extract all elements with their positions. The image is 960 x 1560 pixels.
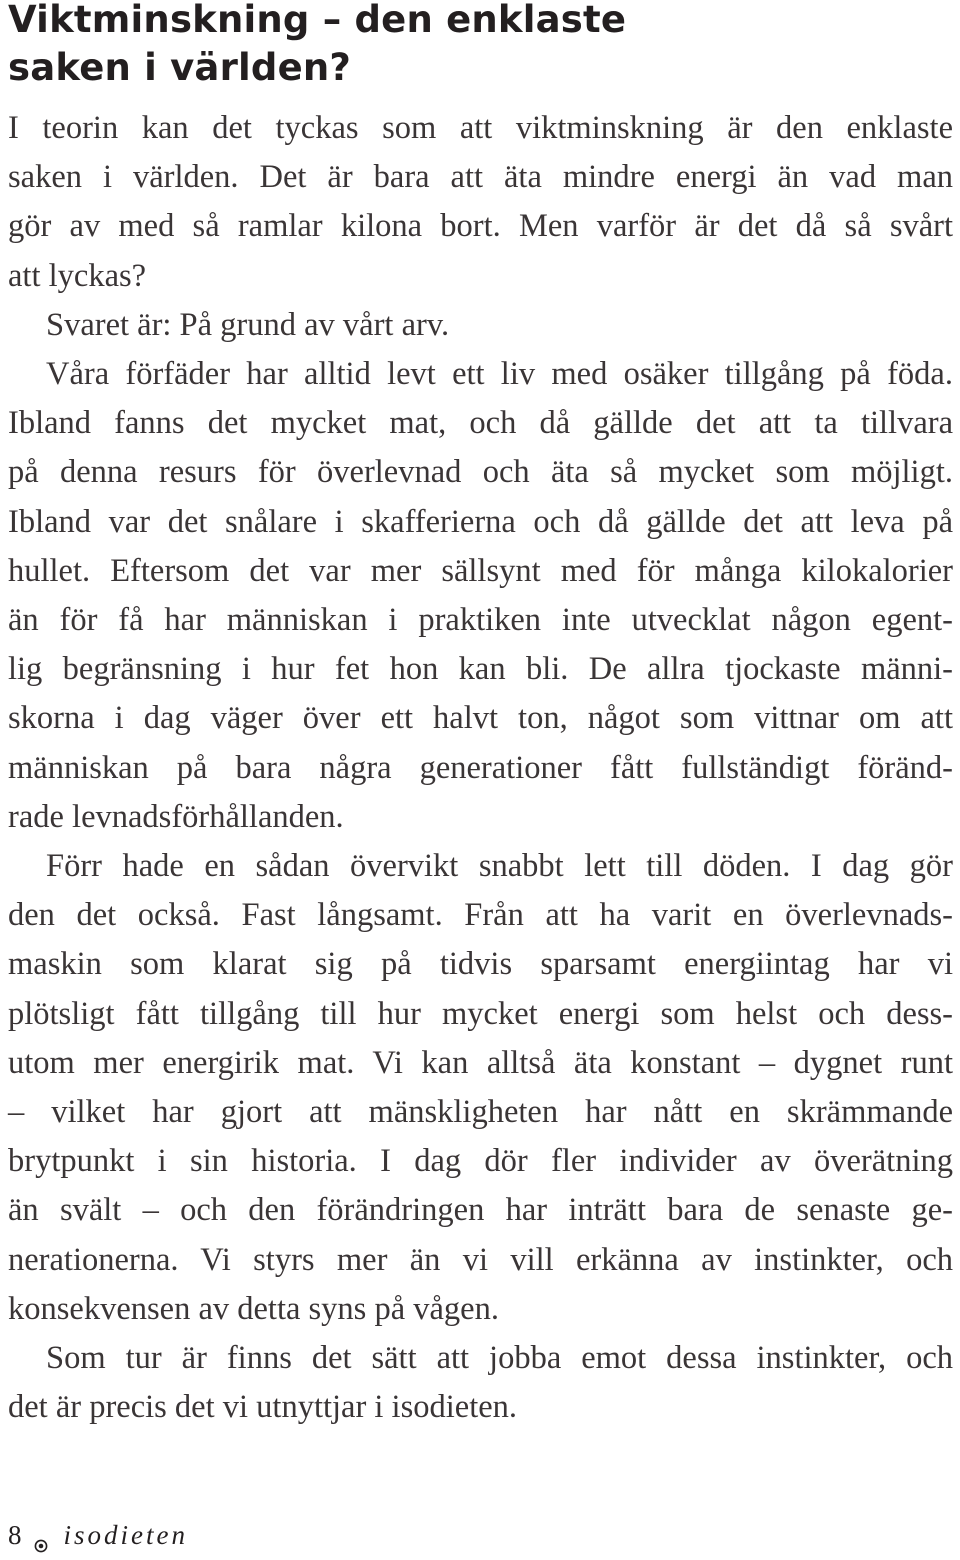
text-line: skorna i dag väger över ett halvt ton, något som vittnar om att (8, 700, 953, 737)
text-line: utom mer energirik mat. Vi kan alltså äta konstant – dygnet runt (8, 1044, 953, 1081)
page-number: 8 (8, 1519, 22, 1550)
text-line: Förr hade en sådan övervikt snabbt lett till döden. I dag gör (46, 848, 953, 885)
text-line: maskin som klarat sig på tidvis sparsamt energiintag har vi (8, 946, 953, 983)
book-title: isodieten (63, 1519, 188, 1550)
paragraph (8, 104, 953, 301)
text-line: – vilket har gjort att mänskligheten har nått en skrämmande (8, 1094, 953, 1131)
paragraph (8, 350, 953, 842)
text-line: rade levnadsförhållanden. (8, 798, 344, 835)
chapter-heading (8, 0, 948, 92)
text-line: på denna resurs för överlevnad och äta så mycket som möjligt. (8, 454, 953, 491)
text-line: saken i världen. Det är bara att äta mindre energi än vad man (8, 159, 953, 196)
paragraph (8, 301, 953, 350)
heading-line: Viktminskning – den enklaste (8, 0, 627, 41)
text-line: Ibland var det snålare i skafferierna och då gällde det att leva på (8, 503, 953, 540)
paragraph (8, 842, 953, 1334)
text-line: Som tur är finns det sätt att jobba emot dessa instinkter, och (46, 1340, 953, 1377)
text-line: konsekvensen av detta syns på vågen. (8, 1290, 499, 1327)
text-line: än svält – och den förändringen har inträtt bara de senaste ge- (8, 1192, 953, 1229)
text-line: Våra förfäder har alltid levt ett liv med osäker tillgång på föda. (46, 356, 953, 393)
heading-line: saken i världen? (8, 46, 352, 89)
paragraph (8, 1334, 953, 1432)
page-footer (8, 1517, 188, 1553)
circle-dot-icon (34, 1529, 48, 1543)
text-line: brytpunkt i sin historia. I dag dör fler individer av överätning (8, 1143, 953, 1180)
text-line: gör av med så ramlar kilona bort. Men varför är det då så svårt (8, 208, 953, 245)
text-line: plötsligt fått tillgång till hur mycket energi som helst och dess- (8, 995, 953, 1032)
text-line: människan på bara några generationer fått fullständigt föränd- (8, 749, 953, 786)
text-line: hullet. Eftersom det var mer sällsynt med för många kilokalorier (8, 552, 953, 589)
text-line: I teorin kan det tyckas som att viktminskning är den enklaste (8, 110, 953, 146)
text-line: att lyckas? (8, 257, 147, 294)
text-line: det är precis det vi utnyttjar i isodieten. (8, 1389, 518, 1426)
text-line: lig begränsning i hur fet hon kan bli. De allra tjockaste männi- (8, 651, 953, 688)
text-line: den det också. Fast långsamt. Från att ha varit en överlevnads- (8, 897, 953, 934)
text-line: än för få har människan i praktiken inte utvecklat någon egent- (8, 602, 953, 639)
text-line: nerationerna. Vi styrs mer än vi vill erkänna av instinkter, och (8, 1241, 953, 1278)
body-text (8, 104, 953, 1432)
text-line: Svaret är: På grund av vårt arv. (46, 306, 450, 343)
text-line: Ibland fanns det mycket mat, och då gällde det att ta tillvara (8, 405, 953, 442)
